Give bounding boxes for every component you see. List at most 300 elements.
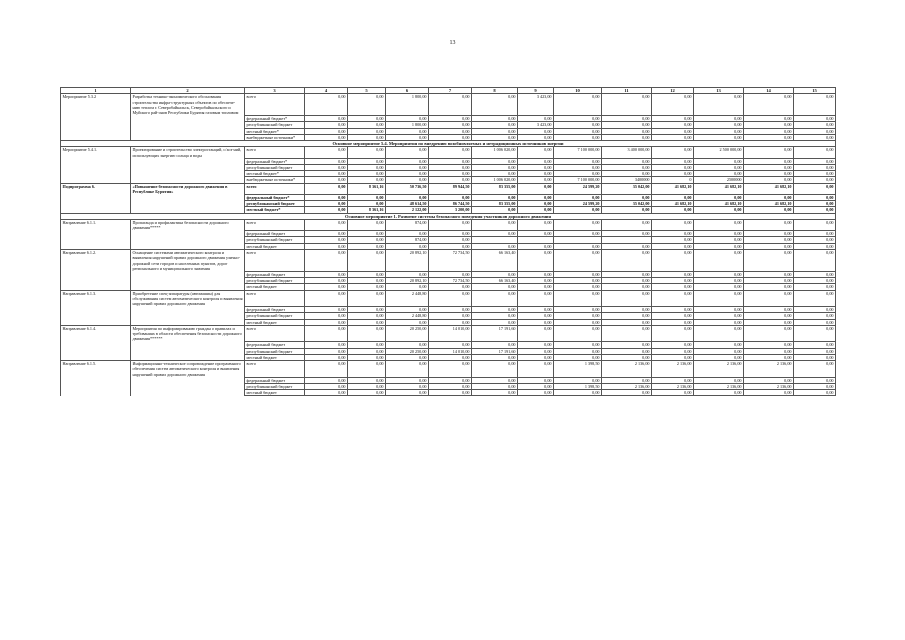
- amount-cell: 0,00: [602, 194, 652, 200]
- amount-cell: 0,00: [554, 278, 602, 284]
- amount-cell: 0,00: [472, 220, 518, 231]
- amount-cell: 0,00: [794, 207, 836, 213]
- amount-cell: 0,00: [602, 290, 652, 306]
- amount-cell: 0,00: [744, 278, 794, 284]
- amount-cell: 0,00: [348, 115, 386, 121]
- amount-cell: 0,00: [744, 348, 794, 354]
- amount-cell: 0,00: [694, 171, 744, 177]
- column-number: 8: [472, 88, 518, 94]
- amount-cell: 2 136,00: [694, 361, 744, 377]
- amount-cell: 72 734,50: [429, 250, 472, 272]
- item-name: Направление 6.1.1.: [61, 220, 131, 231]
- amount-cell: 3 200,00: [429, 207, 472, 213]
- amount-cell: 0,00: [386, 390, 429, 396]
- section-title: Основное мероприятие 1. Развитие системы безопасного поведения участников дорожного движения: [61, 213, 836, 219]
- item-title: Мероприятия по информированию граждан о правилах и требованиях в области обеспечения безопасности дорожного движения******: [131, 325, 245, 341]
- amount-cell: 0,00: [602, 164, 652, 170]
- amount-cell: 0,00: [794, 243, 836, 249]
- amount-cell: 41 682,10: [694, 201, 744, 207]
- amount-cell: 0,00: [744, 342, 794, 348]
- amount-cell: 35 042,00: [602, 183, 652, 194]
- amount-cell: 0,00: [472, 194, 518, 200]
- amount-cell: 0,00: [348, 390, 386, 396]
- amount-cell: 0,00: [429, 164, 472, 170]
- funding-source: республиканский бюджет: [245, 313, 305, 319]
- amount-cell: 0,00: [518, 390, 554, 396]
- amount-cell: 0,00: [518, 147, 554, 158]
- amount-cell: 0,00: [518, 183, 554, 194]
- amount-cell: 0,00: [652, 220, 694, 231]
- amount-cell: 0,00: [744, 290, 794, 306]
- funding-source: всего: [245, 147, 305, 158]
- amount-cell: 0,00: [602, 390, 652, 396]
- amount-cell: 0,00: [518, 354, 554, 360]
- amount-cell: 0,00: [744, 194, 794, 200]
- amount-cell: 0,00: [694, 94, 744, 116]
- column-number: 10: [554, 88, 602, 94]
- amount-cell: 0,00: [794, 220, 836, 231]
- amount-cell: 0,00: [305, 325, 348, 341]
- amount-cell: 0,00: [794, 342, 836, 348]
- amount-cell: 0,00: [794, 94, 836, 116]
- amount-cell: 0,00: [554, 171, 602, 177]
- amount-cell: 0,00: [554, 377, 602, 383]
- amount-cell: 0,00: [794, 390, 836, 396]
- amount-cell: 0,00: [305, 284, 348, 290]
- amount-cell: 0,00: [744, 128, 794, 134]
- amount-cell: 0,00: [652, 158, 694, 164]
- amount-cell: 0,00: [305, 122, 348, 128]
- amount-cell: 14 010,00: [429, 325, 472, 341]
- amount-cell: 0,00: [429, 128, 472, 134]
- amount-cell: 0,00: [348, 201, 386, 207]
- amount-cell: 0,00: [554, 313, 602, 319]
- amount-cell: 0,00: [472, 243, 518, 249]
- column-number: 2: [131, 88, 245, 94]
- column-number: 15: [794, 88, 836, 94]
- funding-source: федеральный бюджет*: [245, 194, 305, 200]
- amount-cell: 0,00: [518, 284, 554, 290]
- amount-cell: 0,00: [386, 147, 429, 158]
- amount-cell: 2 500 000,00: [694, 147, 744, 158]
- amount-cell: 2500000: [694, 177, 744, 183]
- amount-cell: 2 448,80: [386, 313, 429, 319]
- funding-source: всего: [245, 220, 305, 231]
- amount-cell: 0,00: [652, 94, 694, 116]
- amount-cell: 0,00: [429, 194, 472, 200]
- amount-cell: 0,00: [518, 115, 554, 121]
- amount-cell: 0,00: [472, 164, 518, 170]
- amount-cell: 0,00: [348, 250, 386, 272]
- table-row: [61, 390, 836, 396]
- amount-cell: 0,00: [554, 271, 602, 277]
- amount-cell: 2 136,00: [652, 383, 694, 389]
- amount-cell: 0,00: [305, 278, 348, 284]
- amount-cell: 0,00: [386, 383, 429, 389]
- amount-cell: 0,00: [652, 271, 694, 277]
- amount-cell: 0,00: [794, 250, 836, 272]
- amount-cell: 0,00: [472, 390, 518, 396]
- item-name: Направление 6.1.5.: [61, 361, 131, 377]
- amount-cell: 0,00: [694, 342, 744, 348]
- amount-cell: 0,00: [794, 231, 836, 237]
- amount-cell: 2 136,00: [694, 383, 744, 389]
- amount-cell: 0,00: [348, 94, 386, 116]
- amount-cell: 0,00: [386, 377, 429, 383]
- amount-cell: 0,00: [652, 194, 694, 200]
- amount-cell: 0,00: [652, 243, 694, 249]
- amount-cell: 0,00: [694, 158, 744, 164]
- amount-cell: 0,00: [429, 342, 472, 348]
- amount-cell: 0,00: [744, 115, 794, 121]
- column-number: 5: [348, 88, 386, 94]
- amount-cell: 0,00: [386, 271, 429, 277]
- amount-cell: 0,00: [305, 194, 348, 200]
- amount-cell: 0,00: [429, 377, 472, 383]
- amount-cell: 0,00: [429, 122, 472, 128]
- amount-cell: 0,00: [744, 390, 794, 396]
- amount-cell: 0,00: [518, 319, 554, 325]
- amount-cell: 72 734,50: [429, 278, 472, 284]
- amount-cell: 2 122,00: [386, 207, 429, 213]
- column-number: 13: [694, 88, 744, 94]
- amount-cell: 0,00: [794, 164, 836, 170]
- amount-cell: 0,00: [386, 284, 429, 290]
- amount-cell: 0,00: [429, 134, 472, 140]
- column-number: 1: [61, 88, 131, 94]
- amount-cell: 0,00: [554, 354, 602, 360]
- funding-source: всего: [245, 361, 305, 377]
- amount-cell: 0,00: [429, 243, 472, 249]
- amount-cell: 0,00: [348, 177, 386, 183]
- amount-cell: 0,00: [429, 147, 472, 158]
- amount-cell: 0,00: [694, 207, 744, 213]
- amount-cell: 0,00: [694, 237, 744, 243]
- amount-cell: 0,00: [429, 271, 472, 277]
- amount-cell: 0,00: [518, 220, 554, 231]
- amount-cell: 50 736,50: [386, 183, 429, 194]
- amount-cell: 0,00: [386, 194, 429, 200]
- funding-source: всего: [245, 183, 305, 194]
- item-title: Проектирование и строительство электростанций, с/хоз-ний, использующих энергию солнца и воды: [131, 147, 245, 158]
- amount-cell: 0,00: [472, 342, 518, 348]
- amount-cell: 0,00: [348, 383, 386, 389]
- amount-cell: 0,00: [472, 290, 518, 306]
- amount-cell: 0,00: [305, 342, 348, 348]
- amount-cell: 0,00: [794, 325, 836, 341]
- column-number: 4: [305, 88, 348, 94]
- amount-cell: 0,00: [518, 164, 554, 170]
- amount-cell: 0,00: [602, 94, 652, 116]
- amount-cell: 0,00: [386, 164, 429, 170]
- amount-cell: 0,00: [744, 306, 794, 312]
- amount-cell: 2 136,00: [602, 361, 652, 377]
- amount-cell: 20 250,00: [386, 348, 429, 354]
- amount-cell: 66 163,40: [472, 278, 518, 284]
- section-title: Основное мероприятие 5.4. Мероприятия по внедрению возобновляемых и нетрадиционных источников энергии: [61, 141, 836, 147]
- amount-cell: 3 423,00: [518, 122, 554, 128]
- item-name: Направление 6.1.2.: [61, 250, 131, 272]
- amount-cell: 0,00: [518, 128, 554, 134]
- amount-cell: 0,00: [305, 171, 348, 177]
- amount-cell: 0,00: [386, 115, 429, 121]
- amount-cell: 17 191,60: [472, 325, 518, 341]
- funding-source: республиканский бюджет: [245, 278, 305, 284]
- amount-cell: 0,00: [744, 271, 794, 277]
- item-title: Информационно-техническое сопровождение программного обеспечения систем автоматического контроля и выявления нарушений правил дорожного движения: [131, 361, 245, 377]
- funding-source: федеральный бюджет: [245, 306, 305, 312]
- amount-cell: 0,00: [794, 361, 836, 377]
- amount-cell: 0,00: [554, 250, 602, 272]
- amount-cell: 0,00: [794, 377, 836, 383]
- amount-cell: 0,00: [652, 313, 694, 319]
- amount-cell: 0,00: [554, 342, 602, 348]
- amount-cell: 0,00: [472, 158, 518, 164]
- amount-cell: 66 163,40: [472, 250, 518, 272]
- amount-cell: 0,00: [744, 231, 794, 237]
- amount-cell: 0,00: [305, 390, 348, 396]
- amount-cell: 0,00: [472, 377, 518, 383]
- amount-cell: 0,00: [694, 122, 744, 128]
- amount-cell: 0: [652, 177, 694, 183]
- amount-cell: 874,00: [386, 220, 429, 231]
- amount-cell: 0,00: [518, 361, 554, 377]
- amount-cell: 0,00: [348, 171, 386, 177]
- item-title: «Повышение безопасности дорожного движения в Республике Бурятия»: [131, 183, 245, 194]
- amount-cell: 24 599,20: [554, 183, 602, 194]
- amount-cell: 8 361,16: [348, 183, 386, 194]
- amount-cell: 0,00: [652, 147, 694, 158]
- amount-cell: 0,00: [305, 271, 348, 277]
- amount-cell: 0,00: [744, 177, 794, 183]
- amount-cell: 0,00: [652, 306, 694, 312]
- amount-cell: 0,00: [794, 122, 836, 128]
- amount-cell: 2 448,80: [386, 290, 429, 306]
- amount-cell: 0,00: [554, 207, 602, 213]
- amount-cell: 0,00: [744, 377, 794, 383]
- funding-source: местный бюджет*: [245, 171, 305, 177]
- amount-cell: 1 398,50: [554, 383, 602, 389]
- amount-cell: 0,00: [602, 134, 652, 140]
- table-row: [61, 250, 836, 272]
- amount-cell: 0,00: [348, 128, 386, 134]
- amount-cell: 0,00: [694, 128, 744, 134]
- amount-cell: 0,00: [518, 377, 554, 383]
- amount-cell: 0,00: [348, 164, 386, 170]
- amount-cell: 0,00: [429, 158, 472, 164]
- amount-cell: 0,00: [305, 134, 348, 140]
- amount-cell: 0,00: [472, 271, 518, 277]
- funding-source: всего: [245, 290, 305, 306]
- amount-cell: 0,00: [744, 243, 794, 249]
- item-title: Оснащение системами автоматического контроля и выявления нарушений правил дорожного движения улично-дорожной сети городов и населенных пунктов, дорог регионального и муниципального значения: [131, 250, 245, 272]
- item-name: [61, 390, 131, 396]
- amount-cell: 0,00: [602, 278, 652, 284]
- amount-cell: 0,00: [472, 306, 518, 312]
- amount-cell: 0,00: [429, 231, 472, 237]
- amount-cell: 0,00: [744, 134, 794, 140]
- amount-cell: 0,00: [429, 390, 472, 396]
- item-name: Подпрограмма 6.: [61, 183, 131, 194]
- amount-cell: 0,00: [386, 171, 429, 177]
- funding-source: внебюджетные источники*: [245, 134, 305, 140]
- amount-cell: 0,00: [518, 243, 554, 249]
- amount-cell: 0,00: [554, 220, 602, 231]
- amount-cell: 2 136,00: [652, 361, 694, 377]
- amount-cell: 0,00: [386, 134, 429, 140]
- amount-cell: 0,00: [602, 220, 652, 231]
- amount-cell: 0,00: [386, 319, 429, 325]
- amount-cell: 0,00: [472, 313, 518, 319]
- amount-cell: 0,00: [694, 325, 744, 341]
- amount-cell: 0,00: [652, 354, 694, 360]
- amount-cell: 0,00: [744, 207, 794, 213]
- amount-cell: 0,00: [472, 94, 518, 116]
- amount-cell: 0,00: [429, 220, 472, 231]
- amount-cell: 0,00: [652, 284, 694, 290]
- amount-cell: 0,00: [744, 171, 794, 177]
- funding-source: республиканский бюджет: [245, 201, 305, 207]
- amount-cell: 0,00: [794, 271, 836, 277]
- amount-cell: 0,00: [472, 134, 518, 140]
- amount-cell: 0,00: [518, 271, 554, 277]
- amount-cell: 0,00: [652, 115, 694, 121]
- amount-cell: 0,00: [744, 147, 794, 158]
- amount-cell: 0,00: [694, 194, 744, 200]
- amount-cell: 0,00: [348, 361, 386, 377]
- funding-source: местный бюджет*: [245, 207, 305, 213]
- amount-cell: 0,00: [518, 383, 554, 389]
- amount-cell: 83 355,00: [472, 201, 518, 207]
- amount-cell: 0,00: [518, 313, 554, 319]
- amount-cell: 0,00: [694, 348, 744, 354]
- amount-cell: 89 944,50: [429, 183, 472, 194]
- item-title: [131, 390, 245, 396]
- amount-cell: 0,00: [348, 243, 386, 249]
- funding-source: федеральный бюджет: [245, 342, 305, 348]
- funding-source: федеральный бюджет*: [245, 158, 305, 164]
- table-row: [61, 220, 836, 231]
- amount-cell: 7 100 000,00: [554, 147, 602, 158]
- amount-cell: 0,00: [652, 134, 694, 140]
- amount-cell: 0,00: [694, 354, 744, 360]
- amount-cell: 0,00: [518, 201, 554, 207]
- amount-cell: 0,00: [429, 115, 472, 121]
- amount-cell: 0,00: [305, 147, 348, 158]
- column-number: 9: [518, 88, 554, 94]
- amount-cell: 3400000: [602, 177, 652, 183]
- funding-source: федеральный бюджет: [245, 377, 305, 383]
- funding-source: местный бюджет: [245, 319, 305, 325]
- amount-cell: 0,00: [429, 383, 472, 389]
- table-row: [61, 325, 836, 341]
- amount-cell: 0,00: [694, 271, 744, 277]
- amount-cell: 0,00: [744, 164, 794, 170]
- amount-cell: 0,00: [518, 342, 554, 348]
- amount-cell: 20 892,10: [386, 278, 429, 284]
- amount-cell: 0,00: [305, 250, 348, 272]
- amount-cell: 24 599,20: [554, 201, 602, 207]
- amount-cell: 0,00: [518, 250, 554, 272]
- amount-cell: 0,00: [518, 177, 554, 183]
- amount-cell: 0,00: [305, 354, 348, 360]
- amount-cell: 0,00: [794, 354, 836, 360]
- amount-cell: 0,00: [652, 164, 694, 170]
- amount-cell: 0,00: [472, 128, 518, 134]
- funding-source: федеральный бюджет: [245, 271, 305, 277]
- amount-cell: 0,00: [794, 306, 836, 312]
- amount-cell: 2 136,00: [744, 383, 794, 389]
- amount-cell: 0,00: [602, 207, 652, 213]
- budget-table: [60, 87, 836, 396]
- amount-cell: 0,00: [305, 115, 348, 121]
- amount-cell: 0,00: [794, 115, 836, 121]
- amount-cell: 20 892,10: [386, 250, 429, 272]
- amount-cell: 0,00: [348, 278, 386, 284]
- amount-cell: 0,00: [652, 390, 694, 396]
- amount-cell: 1 800,00: [386, 94, 429, 116]
- amount-cell: 0,00: [518, 306, 554, 312]
- amount-cell: 0,00: [602, 122, 652, 128]
- amount-cell: 0,00: [305, 348, 348, 354]
- item-title: Приобретение спец-аппаратуры (автомашин) для обслуживания систем автоматического контроля и выявления нарушений правил дорожного движения: [132, 290, 243, 307]
- amount-cell: 0,00: [694, 231, 744, 237]
- amount-cell: 0,00: [554, 348, 602, 354]
- amount-cell: 0,00: [348, 348, 386, 354]
- amount-cell: 0,00: [602, 306, 652, 312]
- amount-cell: 0,00: [554, 122, 602, 128]
- amount-cell: 0,00: [305, 306, 348, 312]
- amount-cell: 0,00: [518, 207, 554, 213]
- amount-cell: 0,00: [794, 201, 836, 207]
- amount-cell: 0,00: [794, 134, 836, 140]
- table-row: [61, 183, 836, 194]
- amount-cell: 874,00: [386, 237, 429, 243]
- amount-cell: 7 100 000,00: [554, 177, 602, 183]
- amount-cell: 0,00: [518, 290, 554, 306]
- amount-cell: 0,00: [744, 313, 794, 319]
- amount-cell: 0,00: [602, 128, 652, 134]
- amount-cell: 0,00: [554, 94, 602, 116]
- funding-source: республиканский бюджет: [245, 164, 305, 170]
- amount-cell: 0,00: [305, 361, 348, 377]
- amount-cell: 0,00: [652, 207, 694, 213]
- amount-cell: 48 614,50: [386, 201, 429, 207]
- amount-cell: 0,00: [305, 183, 348, 194]
- column-number: 11: [602, 88, 652, 94]
- amount-cell: 0,00: [794, 290, 836, 306]
- column-number: 3: [245, 88, 305, 94]
- amount-cell: 0,00: [602, 171, 652, 177]
- amount-cell: 0,00: [652, 290, 694, 306]
- amount-cell: 0,00: [518, 325, 554, 341]
- item-name: Направление 6.1.3.: [61, 290, 131, 306]
- amount-cell: 0,00: [518, 278, 554, 284]
- amount-cell: 0,00: [602, 243, 652, 249]
- amount-cell: 0,00: [554, 115, 602, 121]
- amount-cell: 0,00: [794, 171, 836, 177]
- amount-cell: 0,00: [518, 348, 554, 354]
- amount-cell: 0,00: [554, 290, 602, 306]
- amount-cell: 3 423,00: [518, 94, 554, 116]
- amount-cell: 0,00: [694, 134, 744, 140]
- amount-cell: 0,00: [305, 164, 348, 170]
- amount-cell: 0,00: [386, 128, 429, 134]
- funding-source: местный бюджет: [245, 354, 305, 360]
- amount-cell: 0,00: [518, 134, 554, 140]
- amount-cell: 0,00: [554, 319, 602, 325]
- amount-cell: 17 191,60: [472, 348, 518, 354]
